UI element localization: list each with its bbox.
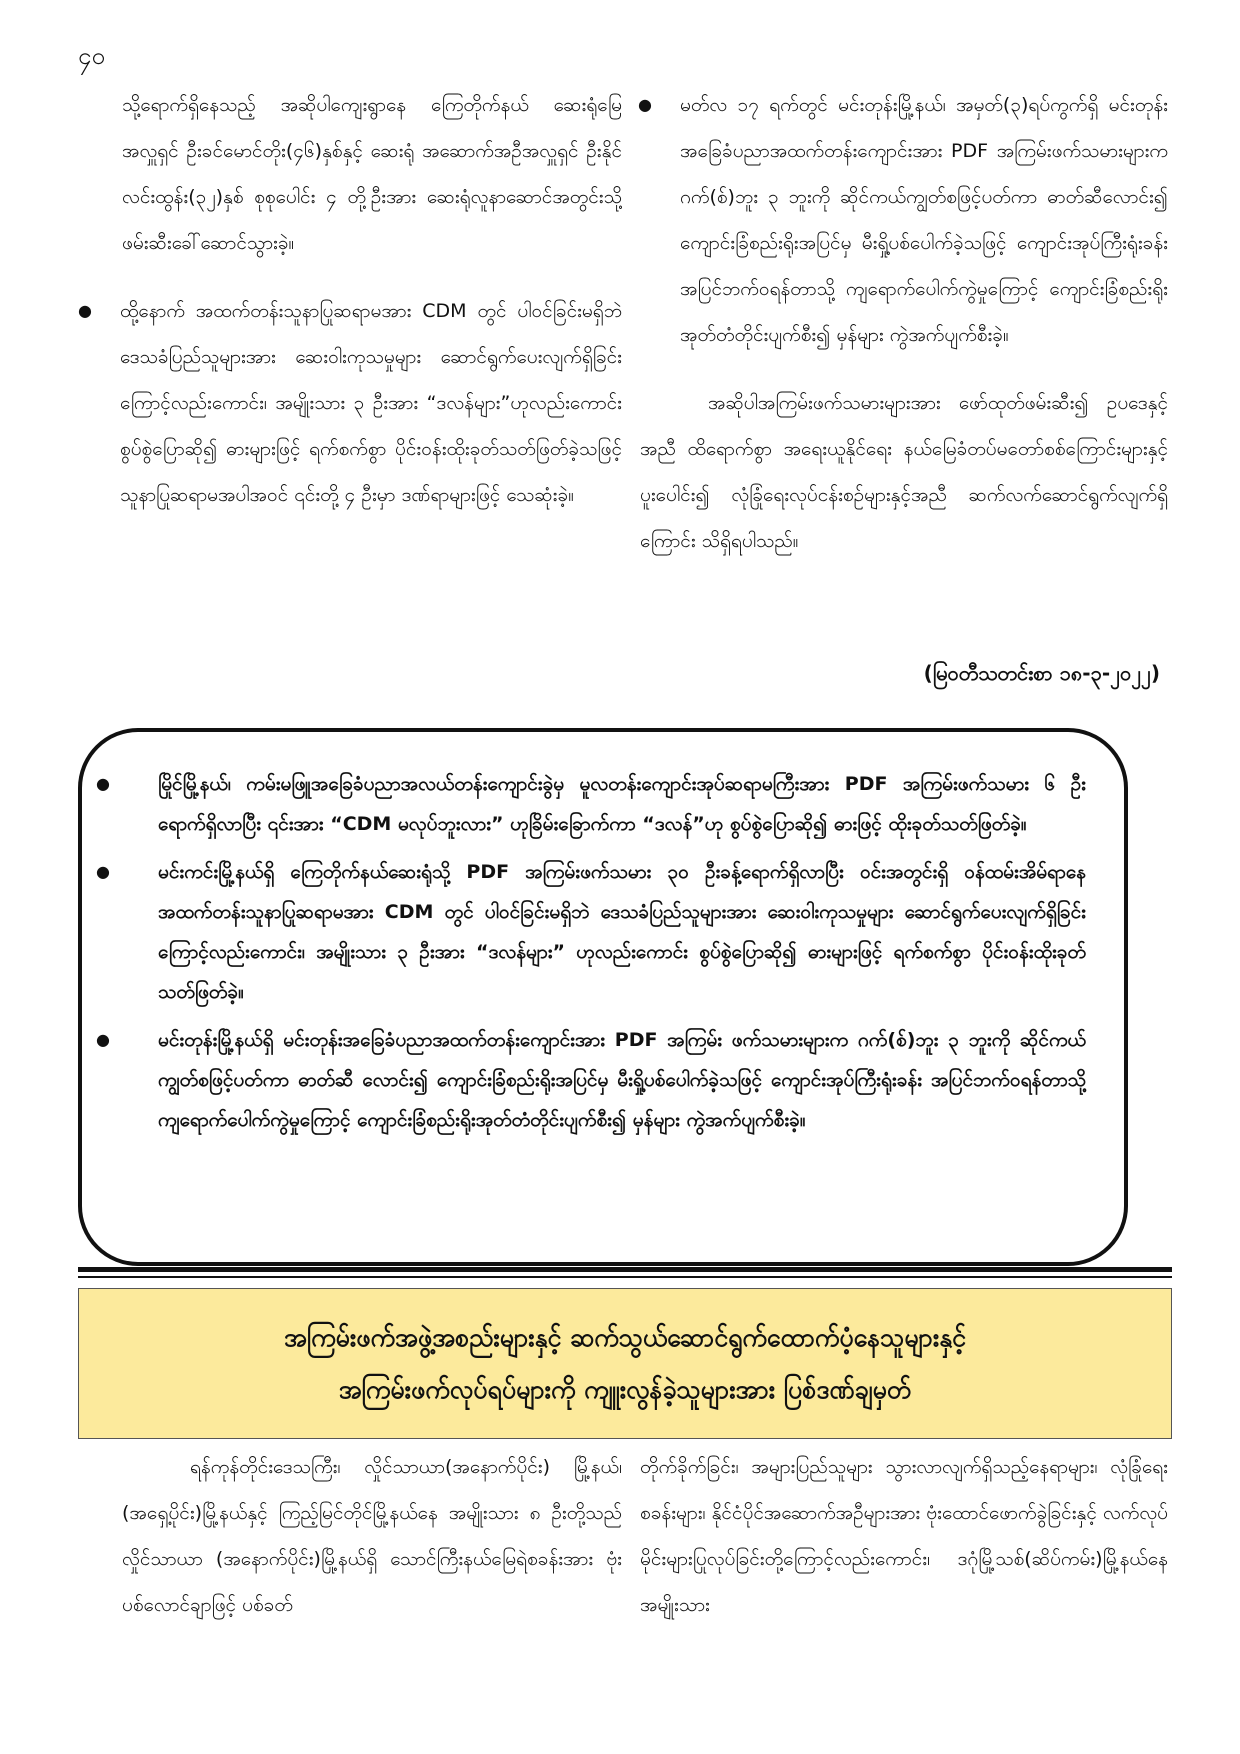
left-bullet-list (80, 288, 622, 518)
section-heading-banner (78, 1288, 1172, 1439)
news-source: (မြဝတီသတင်းစာ ၁၈-၃-၂၀၂၂) (923, 661, 1160, 685)
bottom-left-column (122, 1444, 622, 1628)
summary-box (78, 728, 1128, 1266)
bottom-left-paragraph: ရန်ကုန်တိုင်းဒေသကြီး၊ လှိုင်သာယာ(အနောက်ပိုင်း) မြို့နယ်၊ (အရှေ့ပိုင်း)မြို့နယ်နှင့် ကြည့်မြင်တိုင်မြို့နယ်နေ အမျိုးသား ၈ ဦးတို့သည် လှိုင်သာယာ (အနောက်ပိုင်း)မြို့နယ်ရှိ သောင်ကြီးနယ်မြေရဲစခန်းအား ဗုံးပစ်လောင်ချာဖြင့် ပစ်ခတ် (122, 1456, 622, 1616)
bottom-right-column (640, 1444, 1168, 1628)
section-heading-line-1: အကြမ်းဖက်အဖွဲ့အစည်းများနှင့် ဆက်သွယ်ဆောင်ရွက်ထောက်ပံ့နေသူများနှင့် (284, 1322, 966, 1352)
summary-item: ● မင်းတုန်းမြို့နယ်ရှိ မင်းတုန်းအခြေခံပညာအထက်တန်းကျောင်းအား PDF အကြမ်း ဖက်သမားများက ဂက်(စ်)ဘူး ၃ ဘူးကို ဆိုင်ကယ်ကျွတ်စဖြင့်ပတ်ကာ ဓာတ်ဆီ လောင်း၍ ကျောင်းခြံစည်းရိုးအပြင်မှ မီးရှို့ပစ်ပေါက်ခဲ့သဖြင့် ကျောင်းအုပ်ကြီးရုံးခန်း အပြင်ဘက်ဝရန်တာသို့ ကျရောက်ပေါက်ကွဲမှုကြောင့် ကျောင်းခြံစည်းရိုးအုတ်တံတိုင်းပျက်စီး၍ မှန်များ ကွဲအက်ပျက်စီးခဲ့။ (128, 1020, 1086, 1140)
page-number: ၄၀ (78, 42, 105, 70)
right-bullet-item: ● မတ်လ ၁၇ ရက်တွင် မင်းတုန်းမြို့နယ်၊ အမှတ်(၃)ရပ်ကွက်ရှိ မင်းတုန်းအခြေခံပညာအထက်တန်းကျောင်းအား PDF အကြမ်းဖက်သမားများက ဂက်(စ်)ဘူး ၃ ဘူးကို ဆိုင်ကယ်ကျွတ်စဖြင့်ပတ်ကာ ဓာတ်ဆီလောင်း၍ ကျောင်းခြံစည်းရိုးအပြင်မှ မီးရှို့ပစ်ပေါက်ခဲ့သဖြင့် ကျောင်းအုပ်ကြီးရုံးခန်းအပြင်ဘက်ဝရန်တာသို့ ကျရောက်ပေါက်ကွဲမှုကြောင့် ကျောင်းခြံစည်းရိုး အုတ်တံတိုင်းပျက်စီး၍ မှန်များ ကွဲအက်ပျက်စီးခဲ့။ (640, 82, 1168, 358)
right-bullet-list (640, 82, 1168, 358)
left-continued-paragraph: သို့ရောက်ရှိနေသည့် အဆိုပါကျေးရွာနေ ကြေတိုက်နယ် ဆေးရုံမြေအလှူရှင် ဦးခင်မောင်တိုး(၄၆)နှစ်နှင့် ဆေးရုံ အဆောက်အဦအလှူရှင် ဦးနိုင်လင်းထွန်း(၃၂)နှစ် စုစုပေါင်း ၄ တို့ဦးအား ဆေးရုံလူနာဆောင်အတွင်းသို့ ဖမ်းဆီးခေါ်ဆောင်သွားခဲ့။ (122, 94, 622, 254)
summary-list (128, 764, 1086, 1148)
divider-thick (78, 1267, 1172, 1272)
right-paragraph: အဆိုပါအကြမ်းဖက်သမားများအား ဖော်ထုတ်ဖမ်းဆီး၍ ဥပဒေနှင့်အညီ ထိရောက်စွာ အရေးယူနိုင်ရေး နယ်မြေခံတပ်မတော်စစ်ကြောင်းများနှင့် ပူးပေါင်း၍ လုံခြုံရေးလုပ်ငန်းစဉ်များနှင့်အညီ ဆက်လက်ဆောင်ရွက်လျက်ရှိကြောင်း သိရှိရပါသည်။ (640, 392, 1168, 552)
bottom-right-paragraph: တိုက်ခိုက်ခြင်း၊ အများပြည်သူများ သွားလာလျက်ရှိသည့်နေရာများ၊ လုံခြုံရေးစခန်းများ၊ နိုင်ငံပိုင်အဆောက်အဦများအား ဗုံးထောင်ဖောက်ခွဲခြင်းနှင့် လက်လုပ်မိုင်းများပြုလုပ်ခြင်းတို့ကြောင့်လည်းကောင်း၊ ဒဂုံမြို့သစ်(ဆိပ်ကမ်း)မြို့နယ်နေ အမျိုးသား (640, 1456, 1168, 1616)
summary-item: ● မြိုင်မြို့နယ်၊ ကမ်းမဖြူအခြေခံပညာအလယ်တန်းကျောင်းခွဲမှ မူလတန်းကျောင်းအုပ်ဆရာမကြီးအား PDF အကြမ်းဖက်သမား ၆ ဦး ရောက်ရှိလာပြီး ၎င်းအား “CDM မလုပ်ဘူးလား” ဟုခြိမ်းခြောက်ကာ “ဒလန်”ဟု စွပ်စွဲပြောဆို၍ ဓားဖြင့် ထိုးခုတ်သတ်ဖြတ်ခဲ့။ (128, 764, 1086, 844)
right-column (640, 82, 1168, 564)
section-heading-line-2: အကြမ်းဖက်လုပ်ရပ်များကို ကျူးလွန်ခဲ့သူများအား ပြစ်ဒဏ်ချမှတ် (338, 1374, 912, 1404)
divider-thin (78, 1276, 1172, 1278)
summary-item: ● မင်းကင်းမြို့နယ်ရှိ ကြေတိုက်နယ်ဆေးရုံသို့ PDF အကြမ်းဖက်သမား ၃၀ ဦးခန့်ရောက်ရှိလာပြီး ဝင်းအတွင်းရှိ ဝန်ထမ်းအိမ်ရာနေ အထက်တန်းသူနာပြုဆရာမအား CDM တွင် ပါဝင်ခြင်းမရှိဘဲ ဒေသခံပြည်သူများအား ဆေးဝါးကုသမှုများ ဆောင်ရွက်ပေးလျက်ရှိခြင်းကြောင့်လည်းကောင်း၊ အမျိုးသား ၃ ဦးအား “ဒလန်များ” ဟုလည်းကောင်း စွပ်စွဲပြောဆို၍ ဓားများဖြင့် ရက်စက်စွာ ပိုင်းဝန်းထိုးခုတ်သတ်ဖြတ်ခဲ့။ (128, 852, 1086, 1012)
left-bullet-item: ● ထို့နောက် အထက်တန်းသူနာပြုဆရာမအား CDM တွင် ပါဝင်ခြင်းမရှိဘဲ ဒေသခံပြည်သူများအား ဆေးဝါးကုသမှုများ ဆောင်ရွက်ပေးလျက်ရှိခြင်းကြောင့်လည်းကောင်း၊ အမျိုးသား ၃ ဦးအား “ဒလန်များ”ဟုလည်းကောင်း စွပ်စွဲပြောဆို၍ ဓားများဖြင့် ရက်စက်စွာ ပိုင်းဝန်းထိုးခုတ်သတ်ဖြတ်ခဲ့သဖြင့် သူနာပြုဆရာမအပါအဝင် ၎င်းတို့ ၄ ဦးမှာ ဒဏ်ရာများဖြင့် သေဆုံးခဲ့။ (80, 288, 622, 518)
left-column (122, 82, 622, 518)
